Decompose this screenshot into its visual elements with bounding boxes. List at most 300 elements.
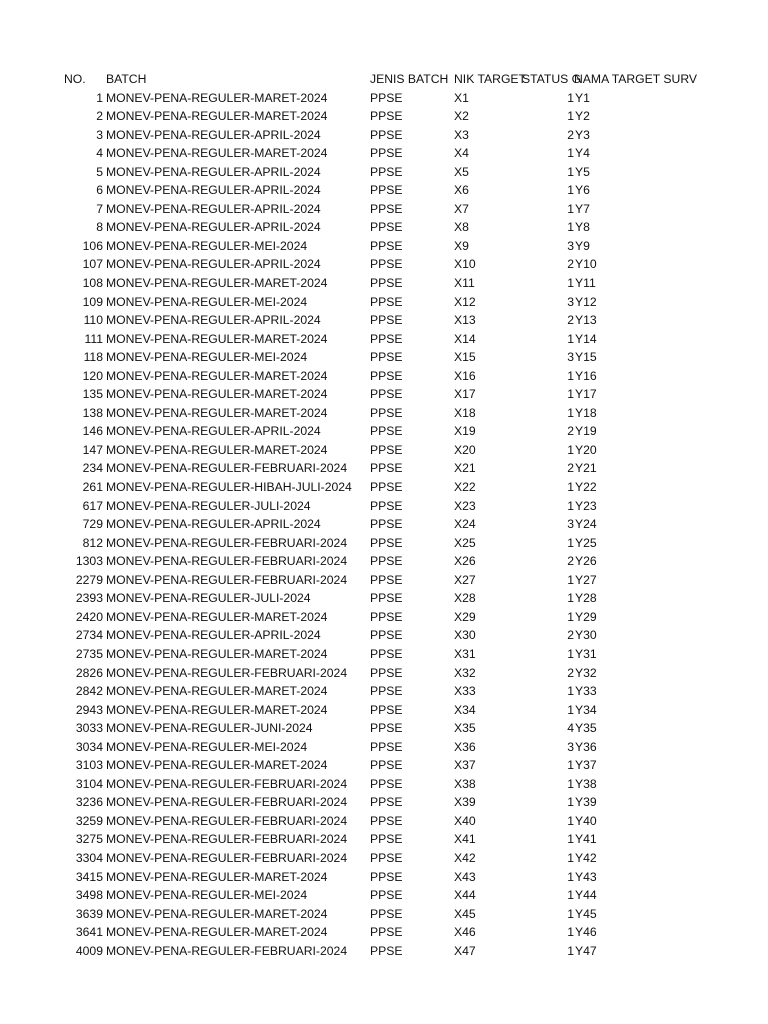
row-no: 3498	[75, 888, 103, 903]
row-status: 1	[567, 220, 574, 235]
row-nama-target: Y15	[575, 350, 597, 365]
table-row	[0, 274, 768, 293]
row-nik-target: X2	[454, 109, 469, 124]
table-row	[0, 849, 768, 868]
row-batch: MONEV-PENA-REGULER-MARET-2024	[106, 442, 328, 457]
row-nik-target: X46	[454, 925, 476, 940]
row-nik-target: X45	[454, 906, 476, 921]
row-batch: MONEV-PENA-REGULER-MARET-2024	[106, 368, 328, 383]
row-nik-target: X36	[454, 739, 476, 754]
table-row	[0, 775, 768, 794]
row-nama-target: Y36	[575, 739, 597, 754]
row-nik-target: X26	[454, 554, 476, 569]
row-nik-target: X29	[454, 609, 476, 624]
table-row	[0, 942, 768, 961]
row-nama-target: Y19	[575, 424, 597, 439]
row-nama-target: Y16	[575, 368, 597, 383]
row-batch: MONEV-PENA-REGULER-MEI-2024	[106, 294, 308, 309]
row-batch: MONEV-PENA-REGULER-FEBRUARI-2024	[106, 572, 348, 587]
table-row	[0, 367, 768, 386]
row-status: 3	[567, 517, 574, 532]
row-jenis-batch: PPSE	[370, 331, 403, 346]
row-no: 2279	[75, 572, 103, 587]
row-status: 1	[567, 925, 574, 940]
header-status: STATUS G	[522, 72, 582, 86]
row-batch: MONEV-PENA-REGULER-APRIL-2024	[106, 183, 321, 198]
row-status: 1	[567, 498, 574, 513]
row-jenis-batch: PPSE	[370, 183, 403, 198]
row-nama-target: Y1	[575, 90, 590, 105]
spreadsheet-table	[0, 70, 768, 960]
row-no: 138	[82, 405, 103, 420]
row-nik-target: X9	[454, 238, 469, 253]
table-row	[0, 645, 768, 664]
row-nama-target: Y37	[575, 758, 597, 773]
row-status: 1	[567, 684, 574, 699]
row-status: 3	[567, 238, 574, 253]
row-nik-target: X1	[454, 90, 469, 105]
row-jenis-batch: PPSE	[370, 628, 403, 643]
row-nama-target: Y32	[575, 665, 597, 680]
table-row	[0, 868, 768, 887]
row-batch: MONEV-PENA-REGULER-MARET-2024	[106, 331, 328, 346]
row-status: 2	[567, 127, 574, 142]
table-row	[0, 793, 768, 812]
row-nik-target: X44	[454, 888, 476, 903]
row-nik-target: X13	[454, 313, 476, 328]
row-nik-target: X23	[454, 498, 476, 513]
row-batch: MONEV-PENA-REGULER-FEBRUARI-2024	[106, 554, 348, 569]
row-no: 7	[96, 201, 103, 216]
row-status: 2	[567, 313, 574, 328]
row-jenis-batch: PPSE	[370, 368, 403, 383]
row-jenis-batch: PPSE	[370, 572, 403, 587]
row-batch: MONEV-PENA-REGULER-FEBRUARI-2024	[106, 813, 348, 828]
row-no: 108	[82, 276, 103, 291]
row-no: 3641	[75, 925, 103, 940]
row-batch: MONEV-PENA-REGULER-MEI-2024	[106, 238, 308, 253]
row-no: 2943	[75, 702, 103, 717]
row-batch: MONEV-PENA-REGULER-MARET-2024	[106, 646, 328, 661]
row-status: 1	[567, 90, 574, 105]
table-row	[0, 719, 768, 738]
row-nama-target: Y13	[575, 313, 597, 328]
table-row	[0, 422, 768, 441]
row-no: 147	[82, 442, 103, 457]
row-nik-target: X3	[454, 127, 469, 142]
row-no: 261	[82, 480, 103, 495]
row-jenis-batch: PPSE	[370, 646, 403, 661]
table-row	[0, 589, 768, 608]
table-row	[0, 812, 768, 831]
row-no: 2393	[75, 591, 103, 606]
row-status: 2	[567, 554, 574, 569]
row-nik-target: X47	[454, 943, 476, 958]
row-nama-target: Y27	[575, 572, 597, 587]
table-row	[0, 218, 768, 237]
row-jenis-batch: PPSE	[370, 146, 403, 161]
row-no: 1	[96, 90, 103, 105]
row-batch: MONEV-PENA-REGULER-FEBRUARI-2024	[106, 776, 348, 791]
row-status: 1	[567, 535, 574, 550]
row-nik-target: X25	[454, 535, 476, 550]
row-no: 2734	[75, 628, 103, 643]
table-row	[0, 664, 768, 683]
row-jenis-batch: PPSE	[370, 702, 403, 717]
row-nik-target: X34	[454, 702, 476, 717]
row-jenis-batch: PPSE	[370, 238, 403, 253]
row-status: 1	[567, 442, 574, 457]
row-nama-target: Y26	[575, 554, 597, 569]
row-no: 3104	[75, 776, 103, 791]
row-status: 1	[567, 109, 574, 124]
row-nik-target: X18	[454, 405, 476, 420]
row-nik-target: X35	[454, 721, 476, 736]
row-batch: MONEV-PENA-REGULER-MEI-2024	[106, 739, 308, 754]
row-nama-target: Y4	[575, 146, 590, 161]
header-batch: BATCH	[106, 72, 147, 86]
row-no: 2842	[75, 684, 103, 699]
row-status: 3	[567, 350, 574, 365]
row-no: 3103	[75, 758, 103, 773]
row-jenis-batch: PPSE	[370, 480, 403, 495]
row-nik-target: X12	[454, 294, 476, 309]
row-nama-target: Y9	[575, 238, 590, 253]
table-row	[0, 385, 768, 404]
table-row	[0, 255, 768, 274]
row-batch: MONEV-PENA-REGULER-MEI-2024	[106, 350, 308, 365]
row-nik-target: X17	[454, 387, 476, 402]
row-status: 1	[567, 387, 574, 402]
table-row	[0, 348, 768, 367]
row-nama-target: Y41	[575, 832, 597, 847]
row-no: 3236	[75, 795, 103, 810]
row-no: 107	[82, 257, 103, 272]
table-body	[0, 89, 768, 961]
row-nik-target: X31	[454, 646, 476, 661]
row-no: 118	[83, 350, 103, 365]
row-jenis-batch: PPSE	[370, 201, 403, 216]
table-row	[0, 923, 768, 942]
row-no: 4009	[75, 943, 103, 958]
header-nama-target: NAMA TARGET SURV	[574, 72, 698, 86]
row-nik-target: X8	[454, 220, 469, 235]
row-nik-target: X15	[454, 350, 476, 365]
row-status: 1	[567, 702, 574, 717]
row-nama-target: Y10	[575, 257, 597, 272]
row-batch: MONEV-PENA-REGULER-MARET-2024	[106, 387, 328, 402]
row-batch: MONEV-PENA-REGULER-APRIL-2024	[106, 220, 321, 235]
row-no: 3304	[75, 850, 103, 865]
row-nama-target: Y7	[575, 201, 590, 216]
row-status: 1	[567, 591, 574, 606]
row-nama-target: Y12	[575, 294, 597, 309]
row-batch: MONEV-PENA-REGULER-MARET-2024	[106, 405, 328, 420]
row-no: 3033	[75, 721, 103, 736]
row-batch: MONEV-PENA-REGULER-APRIL-2024	[106, 164, 321, 179]
row-nama-target: Y33	[575, 684, 597, 699]
table-row	[0, 311, 768, 330]
table-row	[0, 293, 768, 312]
row-batch: MONEV-PENA-REGULER-MARET-2024	[106, 609, 328, 624]
header-nik-target: NIK TARGET	[454, 72, 527, 86]
row-batch: MONEV-PENA-REGULER-FEBRUARI-2024	[106, 795, 348, 810]
table-row	[0, 905, 768, 924]
row-status: 1	[567, 164, 574, 179]
row-nama-target: Y21	[575, 461, 597, 476]
row-nik-target: X5	[454, 164, 469, 179]
row-jenis-batch: PPSE	[370, 758, 403, 773]
row-nik-target: X21	[454, 461, 476, 476]
row-batch: MONEV-PENA-REGULER-FEBRUARI-2024	[106, 535, 348, 550]
row-jenis-batch: PPSE	[370, 832, 403, 847]
row-nama-target: Y35	[575, 721, 597, 736]
row-batch: MONEV-PENA-REGULER-FEBRUARI-2024	[106, 850, 348, 865]
row-jenis-batch: PPSE	[370, 591, 403, 606]
row-jenis-batch: PPSE	[370, 90, 403, 105]
table-row	[0, 163, 768, 182]
table-row	[0, 738, 768, 757]
row-jenis-batch: PPSE	[370, 535, 403, 550]
header-no: NO.	[64, 72, 86, 86]
table-row	[0, 515, 768, 534]
row-jenis-batch: PPSE	[370, 461, 403, 476]
row-batch: MONEV-PENA-REGULER-MARET-2024	[106, 109, 328, 124]
row-jenis-batch: PPSE	[370, 906, 403, 921]
table-row	[0, 200, 768, 219]
row-nama-target: Y23	[575, 498, 597, 513]
row-nama-target: Y39	[575, 795, 597, 810]
table-row	[0, 497, 768, 516]
row-status: 2	[567, 461, 574, 476]
row-jenis-batch: PPSE	[370, 350, 403, 365]
row-batch: MONEV-PENA-REGULER-MARET-2024	[106, 276, 328, 291]
row-nama-target: Y5	[575, 164, 590, 179]
row-nik-target: X22	[454, 480, 476, 495]
row-status: 2	[567, 628, 574, 643]
row-batch: MONEV-PENA-REGULER-FEBRUARI-2024	[106, 943, 348, 958]
row-status: 1	[567, 943, 574, 958]
row-status: 1	[567, 405, 574, 420]
table-row	[0, 534, 768, 553]
row-nik-target: X30	[454, 628, 476, 643]
row-no: 1303	[75, 554, 103, 569]
table-row	[0, 404, 768, 423]
row-nama-target: Y14	[575, 331, 597, 346]
row-nik-target: X38	[454, 776, 476, 791]
row-nama-target: Y42	[575, 850, 597, 865]
row-nik-target: X39	[454, 795, 476, 810]
table-row	[0, 756, 768, 775]
row-batch: MONEV-PENA-REGULER-JULI-2024	[106, 591, 311, 606]
row-status: 1	[567, 758, 574, 773]
row-status: 1	[567, 331, 574, 346]
row-no: 4	[96, 146, 103, 161]
row-no: 111	[84, 331, 103, 346]
row-status: 1	[567, 276, 574, 291]
row-no: 106	[82, 238, 103, 253]
row-nik-target: X24	[454, 517, 476, 532]
row-batch: MONEV-PENA-REGULER-APRIL-2024	[106, 201, 321, 216]
row-nik-target: X32	[454, 665, 476, 680]
row-batch: MONEV-PENA-REGULER-MARET-2024	[106, 702, 328, 717]
row-nama-target: Y30	[575, 628, 597, 643]
row-batch: MONEV-PENA-REGULER-FEBRUARI-2024	[106, 461, 348, 476]
row-status: 1	[567, 795, 574, 810]
row-nik-target: X41	[454, 832, 476, 847]
table-row	[0, 441, 768, 460]
row-jenis-batch: PPSE	[370, 776, 403, 791]
row-status: 4	[567, 721, 574, 736]
row-batch: MONEV-PENA-REGULER-FEBRUARI-2024	[106, 665, 348, 680]
row-nik-target: X16	[454, 368, 476, 383]
row-status: 1	[567, 813, 574, 828]
row-jenis-batch: PPSE	[370, 813, 403, 828]
row-nik-target: X33	[454, 684, 476, 699]
row-nik-target: X7	[454, 201, 469, 216]
table-row	[0, 608, 768, 627]
table-row	[0, 89, 768, 108]
table-row	[0, 459, 768, 478]
row-no: 3	[96, 127, 103, 142]
row-no: 3034	[75, 739, 103, 754]
table-row	[0, 626, 768, 645]
row-batch: MONEV-PENA-REGULER-APRIL-2024	[106, 424, 321, 439]
row-no: 120	[82, 368, 103, 383]
row-status: 1	[567, 201, 574, 216]
row-jenis-batch: PPSE	[370, 554, 403, 569]
row-batch: MONEV-PENA-REGULER-MARET-2024	[106, 925, 328, 940]
row-status: 1	[567, 609, 574, 624]
row-nama-target: Y24	[575, 517, 597, 532]
row-nama-target: Y28	[575, 591, 597, 606]
row-nama-target: Y22	[575, 480, 597, 495]
row-status: 1	[567, 888, 574, 903]
row-nik-target: X40	[454, 813, 476, 828]
row-batch: MONEV-PENA-REGULER-MARET-2024	[106, 906, 328, 921]
row-batch: MONEV-PENA-REGULER-APRIL-2024	[106, 628, 321, 643]
row-batch: MONEV-PENA-REGULER-MARET-2024	[106, 684, 328, 699]
table-row	[0, 107, 768, 126]
row-nama-target: Y34	[575, 702, 597, 717]
row-status: 2	[567, 257, 574, 272]
row-jenis-batch: PPSE	[370, 943, 403, 958]
row-nama-target: Y45	[575, 906, 597, 921]
row-batch: MONEV-PENA-REGULER-APRIL-2024	[106, 127, 321, 142]
row-batch: MONEV-PENA-REGULER-APRIL-2024	[106, 257, 321, 272]
row-no: 146	[82, 424, 103, 439]
row-no: 6	[96, 183, 103, 198]
row-status: 1	[567, 850, 574, 865]
row-nama-target: Y47	[575, 943, 597, 958]
row-no: 812	[82, 535, 103, 550]
row-status: 1	[567, 183, 574, 198]
row-nama-target: Y3	[575, 127, 590, 142]
row-no: 3259	[75, 813, 103, 828]
table-row	[0, 682, 768, 701]
table-row	[0, 571, 768, 590]
row-jenis-batch: PPSE	[370, 795, 403, 810]
row-jenis-batch: PPSE	[370, 442, 403, 457]
row-jenis-batch: PPSE	[370, 387, 403, 402]
row-no: 2735	[75, 646, 103, 661]
row-jenis-batch: PPSE	[370, 517, 403, 532]
row-status: 3	[567, 739, 574, 754]
row-jenis-batch: PPSE	[370, 220, 403, 235]
row-status: 1	[567, 776, 574, 791]
row-nama-target: Y31	[575, 646, 597, 661]
table-row	[0, 144, 768, 163]
row-nik-target: X20	[454, 442, 476, 457]
row-batch: MONEV-PENA-REGULER-MARET-2024	[106, 869, 328, 884]
row-jenis-batch: PPSE	[370, 739, 403, 754]
row-no: 2826	[75, 665, 103, 680]
row-nama-target: Y8	[575, 220, 590, 235]
row-status: 1	[567, 146, 574, 161]
row-nama-target: Y44	[575, 888, 597, 903]
row-jenis-batch: PPSE	[370, 850, 403, 865]
row-batch: MONEV-PENA-REGULER-APRIL-2024	[106, 313, 321, 328]
row-status: 1	[567, 869, 574, 884]
row-no: 2420	[75, 609, 103, 624]
row-nama-target: Y43	[575, 869, 597, 884]
row-no: 3415	[75, 869, 103, 884]
row-no: 729	[82, 517, 103, 532]
row-jenis-batch: PPSE	[370, 276, 403, 291]
table-row	[0, 126, 768, 145]
row-jenis-batch: PPSE	[370, 257, 403, 272]
row-jenis-batch: PPSE	[370, 313, 403, 328]
row-status: 1	[567, 646, 574, 661]
row-jenis-batch: PPSE	[370, 665, 403, 680]
row-nama-target: Y2	[575, 109, 590, 124]
row-batch: MONEV-PENA-REGULER-MARET-2024	[106, 90, 328, 105]
row-nik-target: X6	[454, 183, 469, 198]
row-batch: MONEV-PENA-REGULER-JULI-2024	[106, 498, 311, 513]
table-row	[0, 552, 768, 571]
row-nama-target: Y46	[575, 925, 597, 940]
row-status: 1	[567, 572, 574, 587]
row-batch: MONEV-PENA-REGULER-FEBRUARI-2024	[106, 832, 348, 847]
row-jenis-batch: PPSE	[370, 888, 403, 903]
row-nik-target: X37	[454, 758, 476, 773]
row-jenis-batch: PPSE	[370, 164, 403, 179]
row-status: 1	[567, 480, 574, 495]
table-row	[0, 237, 768, 256]
row-batch: MONEV-PENA-REGULER-MARET-2024	[106, 146, 328, 161]
row-status: 1	[567, 832, 574, 847]
row-jenis-batch: PPSE	[370, 925, 403, 940]
row-no: 617	[82, 498, 103, 513]
row-jenis-batch: PPSE	[370, 609, 403, 624]
table-row	[0, 330, 768, 349]
table-row	[0, 478, 768, 497]
row-status: 2	[567, 424, 574, 439]
row-jenis-batch: PPSE	[370, 294, 403, 309]
row-nama-target: Y17	[575, 387, 597, 402]
row-no: 135	[82, 387, 103, 402]
row-no: 110	[83, 313, 103, 328]
row-jenis-batch: PPSE	[370, 869, 403, 884]
table-row	[0, 886, 768, 905]
header-jenis-batch: JENIS BATCH	[370, 72, 449, 86]
row-jenis-batch: PPSE	[370, 424, 403, 439]
row-jenis-batch: PPSE	[370, 405, 403, 420]
row-no: 234	[82, 461, 103, 476]
table-row	[0, 181, 768, 200]
row-batch: MONEV-PENA-REGULER-HIBAH-JULI-2024	[106, 480, 352, 495]
row-no: 8	[96, 220, 103, 235]
